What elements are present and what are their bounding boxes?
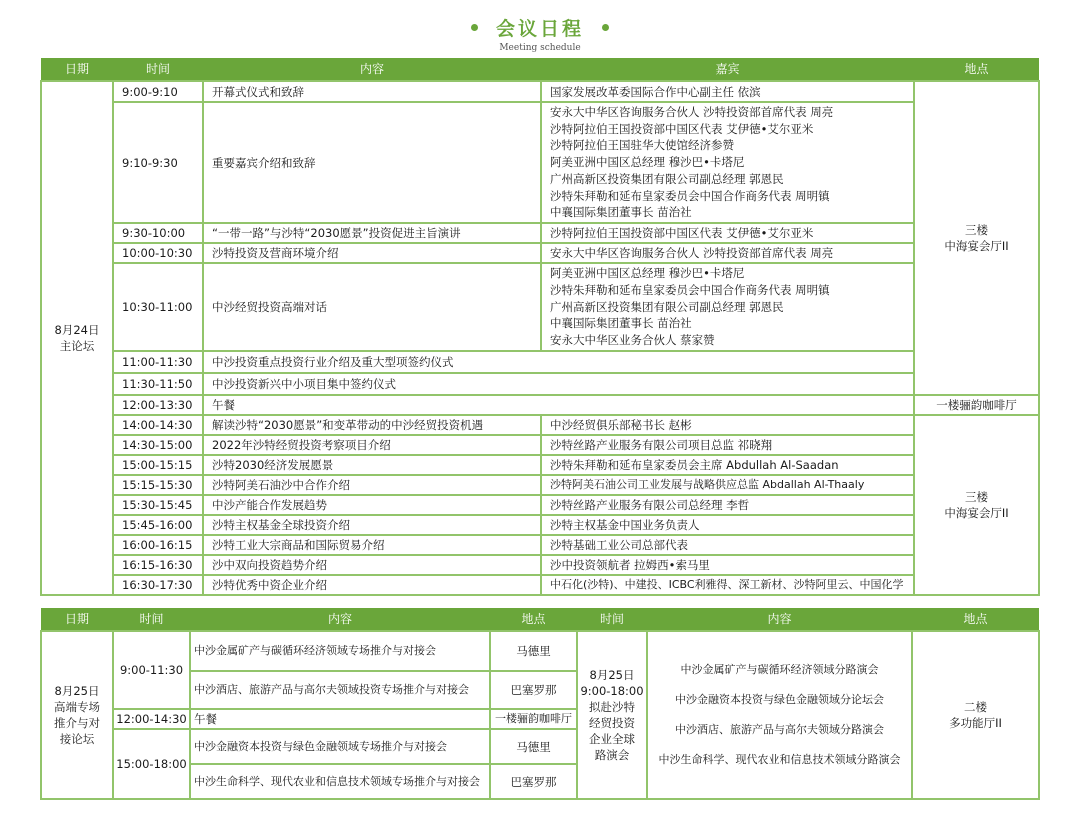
header-time: 时间 xyxy=(113,608,190,631)
time-cell: 9:00-11:30 xyxy=(113,631,190,709)
header-venue: 地点 xyxy=(912,608,1039,631)
time-cell: 15:45-16:00 xyxy=(113,515,203,535)
content-cell: 重要嘉宾介绍和致辞 xyxy=(203,102,541,223)
table-row xyxy=(41,223,1039,243)
content-cell: 中沙生命科学、现代农业和信息技术领域专场推介与对接会 xyxy=(190,764,490,799)
table-row xyxy=(41,475,1039,495)
time-cell: 15:15-15:30 xyxy=(113,475,203,495)
table-row xyxy=(41,631,1039,671)
date-cell: 8月25日 高端专场 推介与对 接论坛 xyxy=(41,631,113,799)
time-cell: 10:30-11:00 xyxy=(113,263,203,351)
guest-cell: 国家发展改革委国际合作中心副主任 依滨 xyxy=(541,81,914,102)
venue-cell: 三楼 中海宴会厅II xyxy=(914,415,1039,595)
guest-cell: 沙特朱拜勒和延布皇家委员会主席 Abdullah Al-Saadan xyxy=(541,455,914,475)
content-cell: 中沙金属矿产与碳循环经济领域专场推介与对接会 xyxy=(190,631,490,671)
venue-cell: 一楼骊韵咖啡厅 xyxy=(490,709,577,729)
page-subtitle: Meeting schedule xyxy=(499,43,581,53)
venue-cell: 一楼骊韵咖啡厅 xyxy=(914,395,1039,415)
header-time: 时间 xyxy=(113,58,203,81)
guest-cell: 沙特主权基金中国业务负责人 xyxy=(541,515,914,535)
roadshow-content-cell xyxy=(647,631,912,799)
content-cell: 中沙酒店、旅游产品与高尔夫领域投资专场推介与对接会 xyxy=(190,671,490,709)
venue-cell: 巴塞罗那 xyxy=(490,671,577,709)
guest-cell: 沙特丝路产业服务有限公司总经理 李哲 xyxy=(541,495,914,515)
content-cell: 沙特工业大宗商品和国际贸易介绍 xyxy=(203,535,541,555)
header-content: 内容 xyxy=(647,608,912,631)
time-cell: 16:00-16:15 xyxy=(113,535,203,555)
schedule-table-day2 xyxy=(40,608,1040,800)
header-date: 日期 xyxy=(41,58,113,81)
time-cell: 12:00-14:30 xyxy=(113,709,190,729)
time-cell: 14:00-14:30 xyxy=(113,415,203,435)
venue-cell: 马德里 xyxy=(490,729,577,764)
guest-cell: 沙特丝路产业服务有限公司项目总监 祁晓翔 xyxy=(541,435,914,455)
time-cell: 15:30-15:45 xyxy=(113,495,203,515)
venue-cell: 三楼 中海宴会厅II xyxy=(914,81,1039,395)
table-row xyxy=(41,102,1039,223)
time-cell: 16:15-16:30 xyxy=(113,555,203,575)
content-cell: 午餐 xyxy=(203,395,914,415)
header-venue: 地点 xyxy=(490,608,577,631)
venue-cell: 马德里 xyxy=(490,631,577,671)
content-cell: 沙特2030经济发展愿景 xyxy=(203,455,541,475)
roadshow-item: 中沙生命科学、现代农业和信息技术领域分路演会 xyxy=(658,753,901,766)
table-row xyxy=(41,263,1039,351)
table-row xyxy=(41,243,1039,263)
title-row xyxy=(0,14,1080,41)
roadshow-item: 中沙酒店、旅游产品与高尔夫领域分路演会 xyxy=(675,723,884,736)
roadshow-item: 中沙金属矿产与碳循环经济领域分路演会 xyxy=(680,663,879,676)
content-cell: 开幕式仪式和致辞 xyxy=(203,81,541,102)
guest-cell: 安永大中华区咨询服务合伙人 沙特投资部首席代表 周亮 xyxy=(541,243,914,263)
content-cell: 沙特阿美石油沙中合作介绍 xyxy=(203,475,541,495)
guest-cell: 沙中投资领航者 拉姆西•索马里 xyxy=(541,555,914,575)
content-cell: 中沙经贸投资高端对话 xyxy=(203,263,541,351)
time-cell: 11:00-11:30 xyxy=(113,351,203,373)
table-row xyxy=(41,81,1039,102)
header-date: 日期 xyxy=(41,608,113,631)
guest-cell: 沙特阿拉伯王国投资部中国区代表 艾伊德•艾尔亚米 xyxy=(541,223,914,243)
table-row xyxy=(41,575,1039,595)
time-cell: 14:30-15:00 xyxy=(113,435,203,455)
content-cell: “一带一路”与沙特“2030愿景”投资促进主旨演讲 xyxy=(203,223,541,243)
table-row xyxy=(41,415,1039,435)
content-cell: 沙特投资及营商环境介绍 xyxy=(203,243,541,263)
guest-cell: 中石化(沙特)、中建投、ICBC利雅得、深工新材、沙特阿里云、中国化学 xyxy=(541,575,914,595)
content-cell: 沙特优秀中资企业介绍 xyxy=(203,575,541,595)
roadshow-time-cell: 8月25日 9:00-18:00 拟赴沙特 经贸投资 企业全球 路演会 xyxy=(577,631,647,799)
venue-cell: 二楼 多功能厅II xyxy=(912,631,1039,799)
content-cell: 中沙金融资本投资与绿色金融领域专场推介与对接会 xyxy=(190,729,490,764)
time-cell: 15:00-15:15 xyxy=(113,455,203,475)
table-row xyxy=(41,555,1039,575)
content-cell: 中沙产能合作发展趋势 xyxy=(203,495,541,515)
guest-cell: 中沙经贸俱乐部秘书长 赵彬 xyxy=(541,415,914,435)
content-cell: 沙中双向投资趋势介绍 xyxy=(203,555,541,575)
header-venue: 地点 xyxy=(914,58,1039,81)
time-cell: 9:00-9:10 xyxy=(113,81,203,102)
header-content: 内容 xyxy=(203,58,541,81)
table-header-row xyxy=(41,58,1039,81)
table-row xyxy=(41,495,1039,515)
guest-cell: 沙特基础工业公司总部代表 xyxy=(541,535,914,555)
header-time: 时间 xyxy=(577,608,647,631)
table-row xyxy=(41,373,1039,395)
guest-cell: 沙特阿美石油公司工业发展与战略供应总监 Abdallah Al-Thaaly xyxy=(541,475,914,495)
table-row xyxy=(41,351,1039,373)
time-cell: 9:30-10:00 xyxy=(113,223,203,243)
time-cell: 16:30-17:30 xyxy=(113,575,203,595)
date-cell: 8月24日 主论坛 xyxy=(41,81,113,595)
table-row xyxy=(41,535,1039,555)
time-cell: 15:00-18:00 xyxy=(113,729,190,799)
table-row xyxy=(41,395,1039,415)
time-cell: 10:00-10:30 xyxy=(113,243,203,263)
header-content: 内容 xyxy=(190,608,490,631)
header xyxy=(0,14,1080,53)
bullet-dot-icon xyxy=(471,24,478,31)
content-cell: 中沙投资重点投资行业介绍及重大型项签约仪式 xyxy=(203,351,914,373)
content-cell: 解读沙特“2030愿景”和变革带动的中沙经贸投资机遇 xyxy=(203,415,541,435)
table-row xyxy=(41,455,1039,475)
table-row xyxy=(41,435,1039,455)
header-guest: 嘉宾 xyxy=(541,58,914,81)
time-cell: 11:30-11:50 xyxy=(113,373,203,395)
content-cell: 午餐 xyxy=(190,709,490,729)
table-row xyxy=(41,515,1039,535)
schedule-table-day1 xyxy=(40,58,1040,596)
time-cell: 12:00-13:30 xyxy=(113,395,203,415)
guest-cell: 安永大中华区咨询服务合伙人 沙特投资部首席代表 周亮 沙特阿拉伯王国投资部中国区代表 艾伊德•艾尔亚米 沙特阿拉伯王国驻华大使馆经济参赞 阿美亚洲中国区总经理 穆沙巴•卡塔尼 广州高新区投资集团有限公司副总经理 郭恩民 沙特朱拜勒和延布皇家委员会中国合作商务代表 周明镇 中襄国际集团董事长 苗治社 xyxy=(541,102,914,223)
guest-cell: 阿美亚洲中国区总经理 穆沙巴•卡塔尼 沙特朱拜勒和延布皇家委员会中国合作商务代表 周明镇 广州高新区投资集团有限公司副总经理 郭恩民 中襄国际集团董事长 苗治社 安永大中华区业务合伙人 蔡家赞 xyxy=(541,263,914,351)
table-header-row xyxy=(41,608,1039,631)
page-title: 会议日程 xyxy=(495,18,584,40)
content-cell: 沙特主权基金全球投资介绍 xyxy=(203,515,541,535)
content-cell: 中沙投资新兴中小项目集中签约仪式 xyxy=(203,373,914,395)
time-cell: 9:10-9:30 xyxy=(113,102,203,223)
bullet-dot-icon xyxy=(602,24,609,31)
venue-cell: 巴塞罗那 xyxy=(490,764,577,799)
roadshow-item: 中沙金融资本投资与绿色金融领域分论坛会 xyxy=(675,693,884,706)
content-cell: 2022年沙特经贸投资考察项目介绍 xyxy=(203,435,541,455)
